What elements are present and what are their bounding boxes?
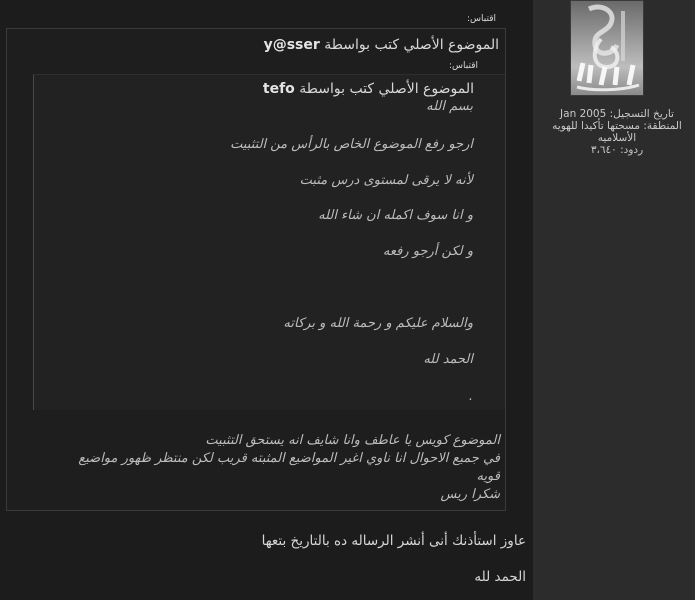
outer-quote-label: اقتباس: [467, 14, 496, 24]
calligraphy-avatar-icon [571, 1, 643, 95]
outer-quote-line: شكرا ريس [440, 487, 500, 502]
post-count: ردود: ٣،٦٤٠ [590, 144, 644, 156]
inner-quote-label: اقتباس: [449, 61, 478, 71]
outer-quote-author-prefix: الموضوع الأصلي كتب بواسطة [324, 37, 499, 53]
inner-quote-line: لأنه لا يرقى لمستوى درس مثبت [299, 173, 473, 188]
outer-quote-author[interactable]: y@sser [263, 37, 320, 53]
inner-quote-line: . [468, 389, 473, 404]
user-info [542, 108, 692, 156]
outer-quote-line: قويه [476, 469, 500, 484]
reply-line: عاوز استأذنك أنى أنشر الرساله ده بالتاريخ بتعها [261, 533, 526, 549]
inner-quote-author-line [263, 81, 474, 97]
outer-quote-line: الموضوع كويس يا عاطف وانا شايف انه يستحق التثبيت [205, 433, 500, 448]
inner-quote-line: الحمد لله [423, 352, 473, 367]
reply-line: الحمد لله [474, 569, 526, 585]
join-date: تاريخ التسجيل: Jan 2005 [560, 108, 674, 120]
inner-quote-line: والسلام عليكم و رحمة الله و بركاته [283, 316, 473, 331]
user-location: المنطقة: مسحتها تأكيدا للهويه الأسلاميه [552, 120, 682, 144]
inner-quote-author[interactable]: tefo [262, 81, 295, 97]
outer-quote-line: في جميع الاحوال انا ناوي اغير المواضيع المثبته قريب لكن منتظر ظهور مواضيع [78, 451, 500, 466]
outer-quote-author-line [264, 37, 499, 53]
inner-quote-author-prefix: الموضوع الأصلي كتب بواسطة [299, 81, 474, 97]
inner-quote-line: و لكن أرجو رفعه [382, 244, 473, 259]
inner-quote-line: ارجو رفع الموضوع الخاص بالرأس من التثبيت [230, 137, 473, 152]
inner-quote-line: بسم الله [426, 99, 473, 114]
user-avatar[interactable] [570, 0, 644, 96]
inner-quote-line: و انا سوف اكمله ان شاء الله [318, 208, 473, 223]
